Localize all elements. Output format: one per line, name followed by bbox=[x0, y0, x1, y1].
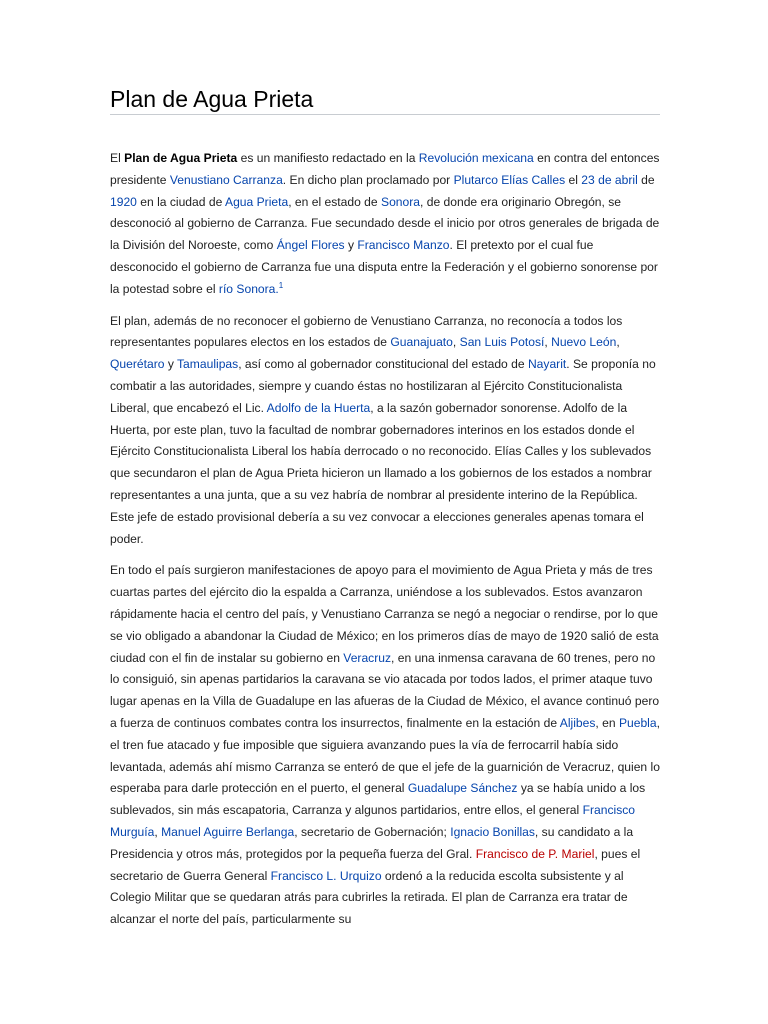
text-run: , así como al gobernador constitucional del estado de bbox=[238, 357, 528, 372]
text-run: , a la sazón gobernador sonorense. Adolfo de la Huerta, por este plan, tuvo la facultad de nombrar gobernadores interinos en los estados donde el Ejército Constitucionalista Liberal los había derrocado o no reconocido. Elías Calles y los sublevados que secundaron el plan de Agua Prieta hicieron un llamado a los gobiernos de los estados a nombrar representantes a una junta, que a su vez habría de nombrar al presidente interino de la República. Este jefe de estado provisional debería a su vez convocar a elecciones generales apenas tomara el poder. bbox=[110, 400, 652, 546]
text-run: en la ciudad de bbox=[136, 194, 225, 209]
article-link[interactable]: Francisco Murguía bbox=[110, 803, 636, 839]
text-run: , su candidato a la Presidencia y otros más, protegidos por la pequeña fuerza del Gral. bbox=[110, 824, 634, 861]
article-link[interactable]: Guadalupe Sánchez bbox=[407, 781, 518, 796]
article-link[interactable]: 23 de abril bbox=[581, 172, 638, 187]
article-link[interactable]: Ángel Flores bbox=[276, 238, 345, 253]
text-run: en contra del entonces presidente bbox=[110, 151, 660, 187]
article-link[interactable]: Venustiano Carranza bbox=[169, 172, 283, 187]
text-run: , bbox=[154, 824, 162, 839]
text-run: , de donde era originario Obregón, se desconoció al gobierno de Carranza. Fue secundado desde el inicio por otros generales de brigada de la División del Noroeste, como bbox=[110, 194, 660, 253]
text-run: . En dicho plan proclamado por bbox=[282, 172, 454, 187]
text-run: es un manifiesto redactado en la bbox=[237, 151, 419, 165]
paragraph-1 bbox=[110, 148, 660, 301]
document-page bbox=[110, 86, 660, 941]
text-run: . Se proponía no combatir a las autoridades, siempre y cuando éstas no hostilizaran al Ejército Constitucionalista Liberal, que encabezó el Lic. bbox=[110, 357, 656, 415]
text-run: , bbox=[616, 335, 620, 350]
article-link[interactable]: Ignacio Bonillas bbox=[450, 824, 535, 839]
article-body bbox=[110, 148, 660, 931]
red-link[interactable]: Francisco de P. Mariel bbox=[475, 846, 595, 861]
paragraph-3 bbox=[110, 560, 660, 931]
text-run: , en el estado de bbox=[288, 194, 381, 209]
text-run: , el tren fue atacado y fue imposible que siguiera avanzando pues la vía de ferrocarril había sido levantada, además ahí mismo Carranza se enteró de que el jefe de la guarnición de Veracruz, quien lo esperaba para darle protección en el puerto, el general bbox=[110, 715, 660, 796]
text-run: y bbox=[344, 238, 358, 253]
article-link[interactable]: San Luis Potosí bbox=[459, 335, 545, 350]
text-run: En todo el país surgieron manifestaciones de apoyo para el movimiento de Agua Prieta y más de tres cuartas partes del ejército dio la espalda a Carranza, uniéndose a los sublevados. Estos avanzaron rápidamente hacia el centro del país, y Venustiano Carranza se negó a negociar o rendirse, por lo que se vio obligado a abandonar la Ciudad de México; en los primeros días de mayo de 1920 salió de esta ciudad con el fin de instalar su gobierno en bbox=[110, 563, 659, 665]
article-link[interactable]: Manuel Aguirre Berlanga bbox=[161, 824, 295, 839]
article-link[interactable]: 1920 bbox=[110, 194, 137, 209]
text-run: . El pretexto por el cual fue desconocido el gobierno de Carranza fue una disputa entre la Federación y el gobierno sonorense por la potestad sobre el bbox=[110, 238, 658, 296]
article-link[interactable]: Tamaulipas bbox=[177, 357, 239, 372]
article-link[interactable]: Adolfo de la Huerta bbox=[266, 400, 371, 415]
article-link[interactable]: Nayarit bbox=[527, 357, 567, 372]
article-link[interactable]: Aljibes bbox=[559, 715, 596, 730]
text-run: El bbox=[110, 151, 125, 165]
text-run: el bbox=[565, 172, 582, 187]
article-link[interactable]: Agua Prieta bbox=[225, 194, 289, 209]
text-run: , bbox=[544, 335, 552, 350]
text-run: de bbox=[637, 172, 655, 187]
article-link[interactable]: Francisco L. Urquizo bbox=[270, 868, 382, 883]
article-link[interactable]: Nuevo León bbox=[551, 335, 617, 350]
text-run: , secretario de Gobernación; bbox=[294, 824, 451, 839]
article-link[interactable]: Revolución mexicana bbox=[418, 151, 534, 165]
article-link[interactable]: Veracruz bbox=[343, 650, 392, 665]
article-link[interactable]: río Sonora bbox=[218, 281, 276, 296]
article-link[interactable]: Francisco Manzo bbox=[357, 238, 450, 253]
article-link[interactable]: Querétaro bbox=[110, 357, 165, 372]
article-link[interactable]: . bbox=[275, 281, 279, 296]
article-link[interactable]: Plutarco Elías Calles bbox=[453, 172, 566, 187]
bold-term: Plan de Agua Prieta bbox=[124, 151, 238, 165]
text-run: y bbox=[164, 357, 178, 372]
text-run: , pues el secretario de Guerra General bbox=[110, 846, 641, 883]
text-run: ya se había unido a los sublevados, sin más escapatoria, Carranza y algunos partidarios, entre ellos, el general bbox=[110, 781, 646, 818]
reference-superscript[interactable]: 1 bbox=[278, 280, 284, 290]
article-link[interactable]: Puebla bbox=[618, 715, 657, 730]
paragraph-2 bbox=[110, 311, 660, 551]
article-link[interactable]: Sonora bbox=[381, 194, 420, 209]
text-run: , en bbox=[595, 715, 619, 730]
text-run: El plan, además de no reconocer el gobierno de Venustiano Carranza, no reconocía a todos los representantes populares electos en los estados de bbox=[110, 313, 623, 350]
article-link[interactable]: Guanajuato bbox=[390, 335, 453, 350]
page-title: Plan de Agua Prieta bbox=[110, 86, 660, 115]
text-run: , en una inmensa caravana de 60 trenes, pero no lo consiguió, sin apenas partidarios la caravana se vio atacada por todos lados, el primer ataque tuvo lugar apenas en la Villa de Guadalupe en las afueras de la Ciudad de México, el avance continuó pero a fuerza de continuos combates contra los insurrectos, finalmente en la estación de bbox=[110, 650, 660, 730]
text-run: ordenó a la reducida escolta subsistente y al Colegio Militar que se quedaran atrás para cubrirles la retirada. El plan de Carranza era tratar de alcanzar el norte del país, particularmente su bbox=[110, 868, 628, 927]
text-run: , bbox=[452, 335, 460, 350]
